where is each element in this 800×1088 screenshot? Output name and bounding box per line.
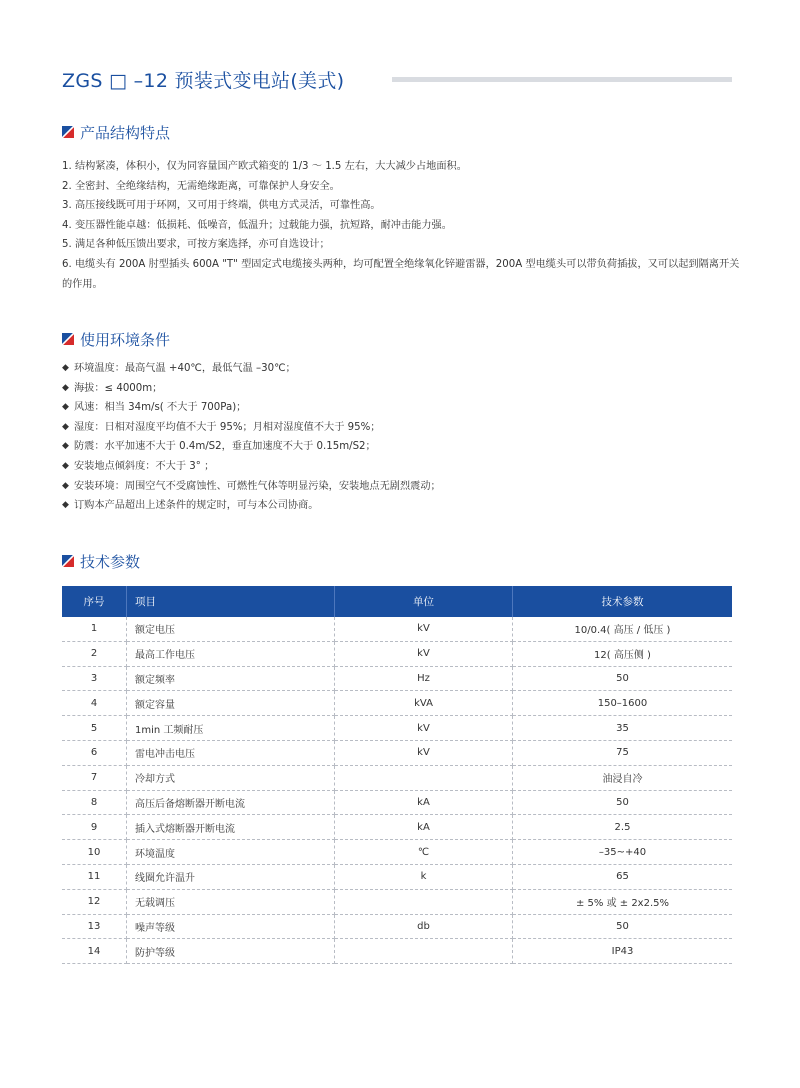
features-list	[62, 157, 742, 294]
cell-value: IP43	[513, 939, 733, 964]
cell-seq: 9	[62, 815, 127, 840]
cell-seq: 8	[62, 790, 127, 815]
cell-item: 噪声等级	[127, 914, 335, 939]
col-header-value: 技术参数	[513, 586, 733, 617]
diamond-bullet-icon: ◆	[62, 382, 69, 393]
cell-value: ± 5% 或 ± 2x2.5%	[513, 889, 733, 914]
cell-seq: 3	[62, 666, 127, 691]
table-row	[62, 790, 732, 815]
cell-item: 雷电冲击电压	[127, 740, 335, 765]
section-params-header	[62, 550, 140, 572]
cell-value: 10/0.4( 高压 / 低压 )	[513, 617, 733, 641]
feature-item: 4. 变压器性能卓越：低损耗、低噪音，低温升；过载能力强，抗短路，耐冲击能力强。	[62, 219, 452, 231]
environment-item: ◆ 安装地点倾斜度：不大于 3° ；	[62, 457, 742, 477]
cell-item: 额定电压	[127, 617, 335, 641]
diamond-bullet-icon: ◆	[62, 441, 69, 452]
cell-unit: Hz	[335, 666, 513, 691]
cell-item: 无载调压	[127, 889, 335, 914]
table-row	[62, 914, 732, 939]
cell-value: 35	[513, 716, 733, 741]
table-row	[62, 740, 732, 765]
section-params-title: 技术参数	[80, 552, 141, 571]
cell-seq: 11	[62, 864, 127, 889]
table-row	[62, 765, 732, 790]
cell-unit: kV	[335, 716, 513, 741]
params-table	[62, 586, 732, 964]
environment-item: ◆ 环境温度：最高气温 +40℃，最低气温 –30℃；	[62, 359, 742, 379]
environment-list	[62, 359, 742, 516]
cell-unit: ℃	[335, 840, 513, 865]
table-row	[62, 641, 732, 666]
cell-item: 线圈允许温升	[127, 864, 335, 889]
environment-item: ◆ 风速：相当 34m/s( 不大于 700Pa)；	[62, 398, 742, 418]
cell-unit: kV	[335, 617, 513, 641]
table-row	[62, 840, 732, 865]
diamond-bullet-icon: ◆	[62, 480, 69, 491]
cell-seq: 14	[62, 939, 127, 964]
title-decor-bar	[392, 77, 732, 82]
cell-unit	[335, 889, 513, 914]
table-row	[62, 815, 732, 840]
table-row	[62, 939, 732, 964]
cell-value: 50	[513, 666, 733, 691]
cell-value: 75	[513, 740, 733, 765]
cell-unit: kA	[335, 790, 513, 815]
cell-unit: kV	[335, 740, 513, 765]
cell-item: 额定容量	[127, 691, 335, 716]
feature-item: 1. 结构紧凑，体积小，仅为同容量国产欧式箱变的 1/3 ～ 1.5 左右，大大减少占地面积。	[62, 161, 467, 172]
feature-item: 6. 电缆头有 200A 肘型插头 600A "T" 型固定式电缆接头两种，均可配置全绝缘氧化锌避雷器，200A 型电缆头可以带负荷插拔，又可以起到隔离开关的作用。	[62, 258, 740, 290]
table-row	[62, 716, 732, 741]
environment-item: ◆ 湿度：日相对湿度平均值不大于 95%；月相对湿度值不大于 95%；	[62, 418, 742, 438]
cell-item: 最高工作电压	[127, 641, 335, 666]
col-header-unit: 单位	[335, 586, 513, 617]
cell-seq: 10	[62, 840, 127, 865]
diamond-bullet-icon: ◆	[62, 460, 69, 471]
environment-item: ◆ 海拔：≤ 4000m；	[62, 379, 742, 399]
diamond-bullet-icon: ◆	[62, 421, 69, 432]
cell-seq: 2	[62, 641, 127, 666]
environment-item: ◆ 安装环境：周围空气不受腐蚀性、可燃性气体等明显污染，安装地点无剧烈震动；	[62, 477, 742, 497]
cell-value: 50	[513, 914, 733, 939]
feature-item: 2. 全密封、全绝缘结构，无需绝缘距离，可靠保护人身安全。	[62, 180, 340, 192]
cell-value: –35~+40	[513, 840, 733, 865]
cell-seq: 4	[62, 691, 127, 716]
cell-seq: 6	[62, 740, 127, 765]
section-square-icon	[62, 555, 74, 567]
section-features-header	[62, 121, 170, 143]
environment-item: ◆ 订购本产品超出上述条件的规定时，可与本公司协商。	[62, 496, 742, 516]
cell-item: 防护等级	[127, 939, 335, 964]
cell-item: 冷却方式	[127, 765, 335, 790]
diamond-bullet-icon: ◆	[62, 402, 69, 413]
cell-unit	[335, 765, 513, 790]
cell-value: 150–1600	[513, 691, 733, 716]
cell-value: 50	[513, 790, 733, 815]
cell-item: 高压后备熔断器开断电流	[127, 790, 335, 815]
title-block	[62, 66, 732, 96]
cell-seq: 12	[62, 889, 127, 914]
feature-item: 5. 满足各种低压馈出要求，可按方案选择，亦可自选设计；	[62, 239, 330, 251]
table-header-row	[62, 586, 732, 617]
diamond-bullet-icon: ◆	[62, 500, 69, 511]
cell-unit: kA	[335, 815, 513, 840]
section-environment-header	[62, 328, 170, 350]
section-environment-title: 使用环境条件	[80, 330, 171, 349]
cell-unit: kV	[335, 641, 513, 666]
cell-item: 1min 工频耐压	[127, 716, 335, 741]
environment-item: ◆ 防震：水平加速不大于 0.4m/S2，垂直加速度不大于 0.15m/S2；	[62, 437, 742, 457]
section-square-icon	[62, 333, 74, 345]
col-header-item: 项目	[127, 586, 335, 617]
diamond-bullet-icon: ◆	[62, 363, 69, 373]
cell-item: 插入式熔断器开断电流	[127, 815, 335, 840]
cell-seq: 13	[62, 914, 127, 939]
cell-unit: kVA	[335, 691, 513, 716]
cell-value: 12( 高压侧 )	[513, 641, 733, 666]
cell-item: 额定频率	[127, 666, 335, 691]
cell-unit	[335, 939, 513, 964]
cell-value: 2.5	[513, 815, 733, 840]
cell-unit: k	[335, 864, 513, 889]
table-row	[62, 889, 732, 914]
cell-value: 油浸自冷	[513, 765, 733, 790]
table-row	[62, 617, 732, 641]
table-row	[62, 691, 732, 716]
cell-item: 环境温度	[127, 840, 335, 865]
col-header-seq: 序号	[62, 586, 127, 617]
section-square-icon	[62, 126, 74, 138]
page-title: ZGS □ –12 预装式变电站(美式)	[62, 70, 345, 92]
cell-seq: 7	[62, 765, 127, 790]
cell-unit: db	[335, 914, 513, 939]
feature-item: 3. 高压接线既可用于环网，又可用于终端，供电方式灵活，可靠性高。	[62, 200, 381, 212]
cell-seq: 1	[62, 617, 127, 641]
table-row	[62, 666, 732, 691]
section-features-title: 产品结构特点	[80, 123, 171, 142]
cell-seq: 5	[62, 716, 127, 741]
cell-value: 65	[513, 864, 733, 889]
table-row	[62, 864, 732, 889]
